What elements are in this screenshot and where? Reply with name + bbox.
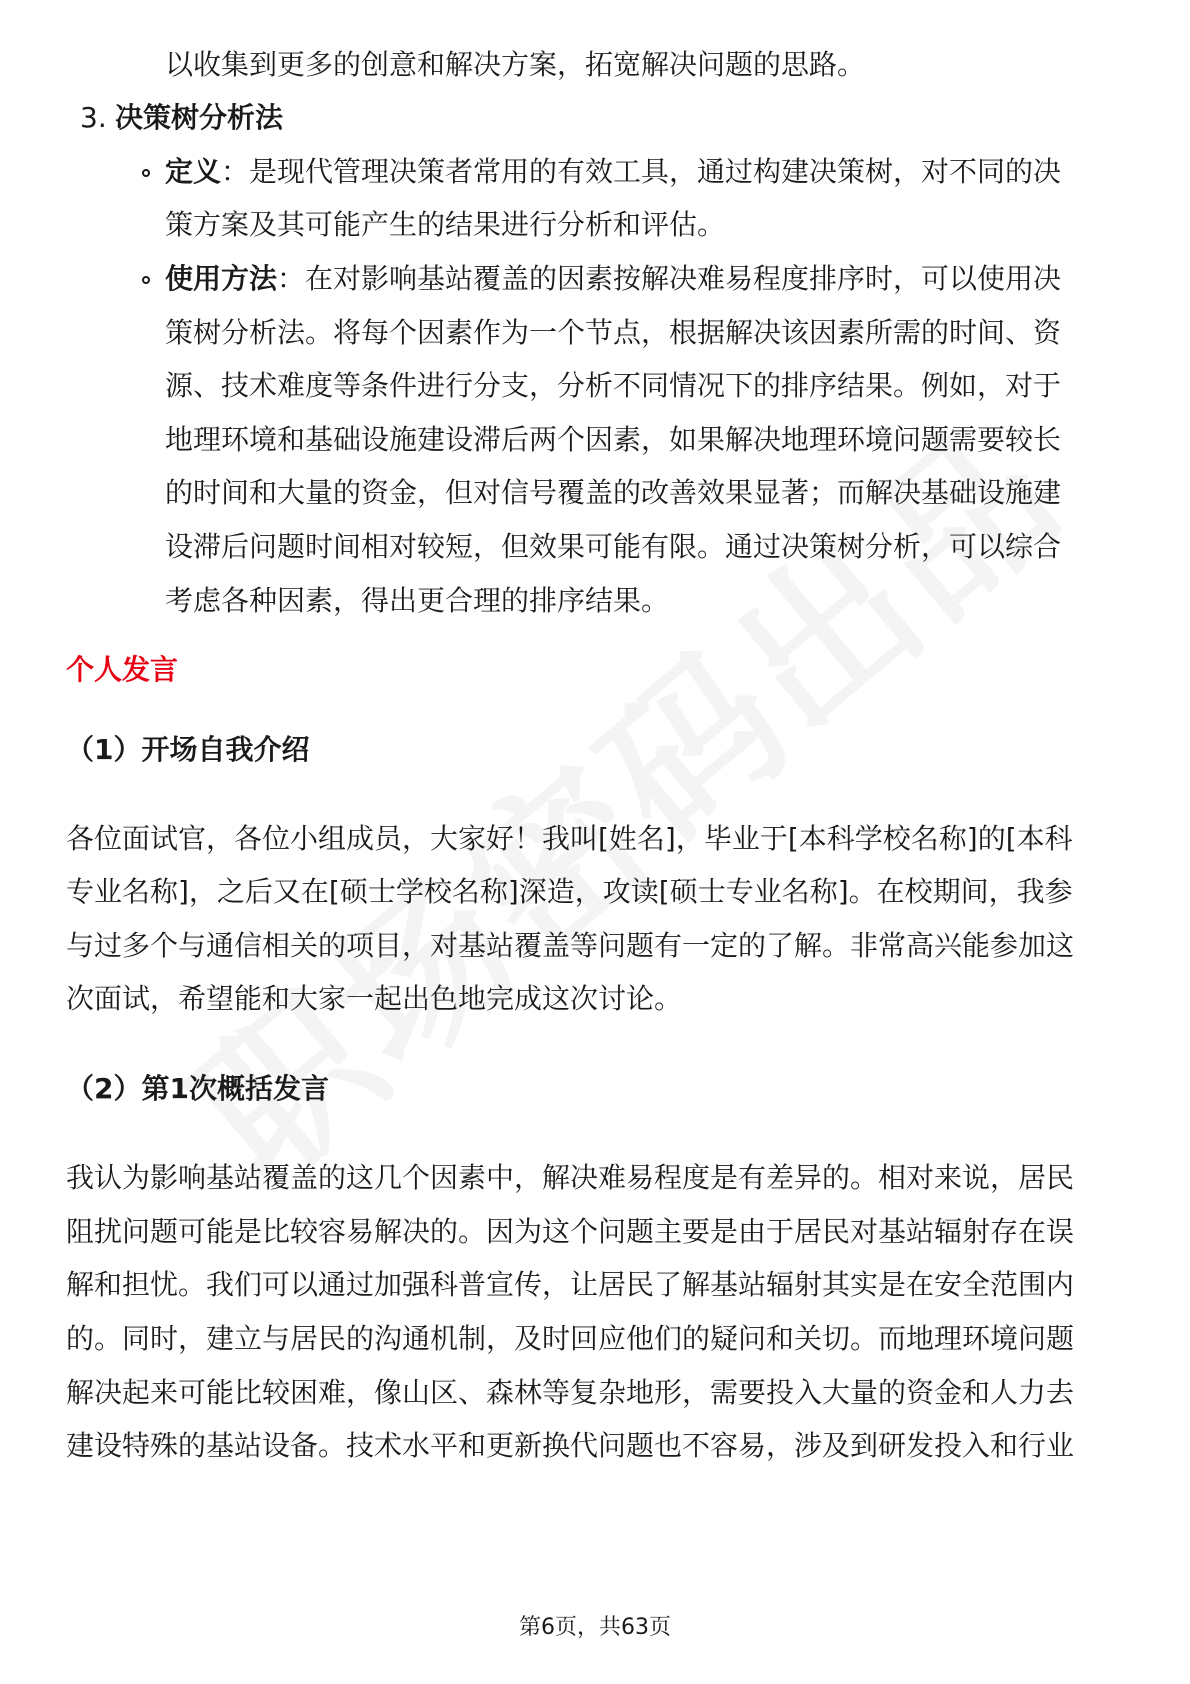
bullet-circle-icon: [142, 169, 150, 177]
definition-line-2: 策方案及其可能产生的结果进行分析和评估。: [165, 208, 726, 241]
part2-line-4: 的。同时，建立与居民的沟通机制，及时回应他们的疑问和关切。而地理环境问题: [66, 1322, 1075, 1355]
usage-line-5: 的时间和大量的资金，但对信号覆盖的改善效果显著；而解决基础设施建: [165, 476, 1062, 509]
section-title: 决策树分析法: [115, 101, 284, 134]
part2-line-3: 解和担忧。我们可以通过加强科普宣传，让居民了解基站辐射其实是在安全范围内: [66, 1268, 1075, 1301]
part2-line-1: 我认为影响基站覆盖的这几个因素中，解决难易程度是有差异的。相对来说，居民: [66, 1161, 1075, 1194]
part2-title: （2）第1次概括发言: [66, 1072, 329, 1105]
definition-label: 定义: [165, 155, 222, 188]
usage-line-4: 地理环境和基础设施建设滞后两个因素，如果解决地理环境问题需要较长: [165, 423, 1062, 456]
part1-line-3: 与过多个与通信相关的项目，对基站覆盖等问题有一定的了解。非常高兴能参加这: [66, 929, 1075, 962]
definition-line-1: [165, 155, 1061, 189]
usage-text-1: ：在对影响基站覆盖的因素按解决难易程度排序时，可以使用决: [277, 262, 1062, 295]
part1-line-1: 各位面试官，各位小组成员，大家好！我叫[姓名]，毕业于[本科学校名称]的[本科: [66, 822, 1073, 855]
part2-line-5: 解决起来可能比较困难，像山区、森林等复杂地形，需要投入大量的资金和人力去: [66, 1376, 1075, 1409]
part1-title: （1）开场自我介绍: [66, 733, 310, 766]
usage-label: 使用方法: [165, 262, 278, 295]
part2-line-6: 建设特殊的基站设备。技术水平和更新换代问题也不容易，涉及到研发投入和行业: [66, 1429, 1075, 1462]
bullet-circle-icon: [142, 276, 150, 284]
usage-line-2: 策树分析法。将每个因素作为一个节点，根据解决该因素所需的时间、资: [165, 316, 1062, 349]
section-heading-personal-speech: 个人发言: [66, 653, 179, 686]
part1-line-2: 专业名称]，之后又在[硕士学校名称]深造，攻读[硕士专业名称]。在校期间，我参: [66, 875, 1073, 908]
usage-line-6: 设滞后问题时间相对较短，但效果可能有限。通过决策树分析，可以综合: [165, 530, 1062, 563]
intro-tail-line: 以收集到更多的创意和解决方案，拓宽解决问题的思路。: [165, 48, 866, 81]
part1-line-4: 次面试，希望能和大家一起出色地完成这次讨论。: [66, 982, 683, 1015]
part2-line-2: 阻扰问题可能是比较容易解决的。因为这个问题主要是由于居民对基站辐射存在误: [66, 1215, 1075, 1248]
page-number-footer: 第6页，共63页: [519, 1615, 671, 1640]
usage-line-7: 考虑各种因素，得出更合理的排序结果。: [165, 584, 670, 617]
definition-text-1: ：是现代管理决策者常用的有效工具，通过构建决策树，对不同的决: [221, 155, 1062, 188]
section-number: 3.: [80, 101, 107, 134]
usage-line-3: 源、技术难度等条件进行分支，分析不同情况下的排序结果。例如，对于: [165, 369, 1062, 402]
usage-line-1: [165, 262, 1061, 296]
